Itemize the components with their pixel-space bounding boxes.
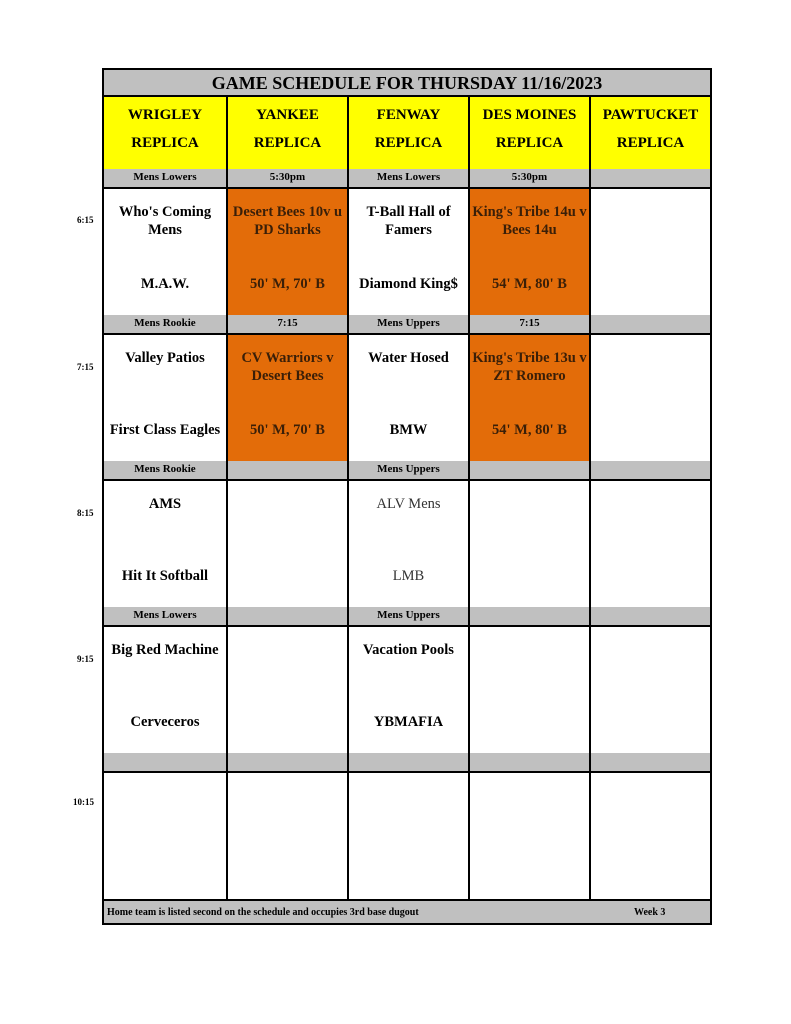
game-cell: [589, 773, 710, 899]
division-band: Mens Uppers: [347, 607, 468, 625]
game-cell: [104, 481, 226, 607]
schedule-table: [102, 68, 712, 925]
division-band: [468, 607, 589, 625]
matchup-team-1: Vacation Pools: [363, 642, 454, 658]
matchup-team-2: BMW: [389, 422, 428, 438]
division-band: Mens Uppers: [347, 315, 468, 333]
division-band: [226, 753, 347, 771]
division-band: 7:15: [468, 315, 589, 333]
field-subtitle: REPLICA: [131, 135, 199, 151]
division-band: Mens Uppers: [347, 461, 468, 479]
field-subtitle: REPLICA: [253, 135, 322, 151]
field-header: [468, 97, 589, 169]
slot-time: 7:15: [77, 362, 94, 372]
division-band: [589, 169, 710, 187]
matchup-team-2: YBMAFIA: [373, 714, 444, 730]
field-header: [347, 97, 468, 169]
field-subtitle: REPLICA: [616, 135, 685, 151]
game-cell: [468, 627, 589, 753]
game-cell: [589, 627, 710, 753]
matchup-team-2: 54' M, 80' B: [492, 276, 567, 292]
division-band: [347, 753, 468, 771]
game-cell: [589, 335, 710, 461]
schedule-title: GAME SCHEDULE FOR THURSDAY 11/16/2023: [104, 70, 710, 97]
field-name: WRIGLEY: [127, 107, 203, 123]
division-band: Mens Lowers: [104, 607, 226, 625]
game-cell: [104, 335, 226, 461]
matchup-team-2: First Class Eagles: [109, 422, 221, 438]
slot-time: 10:15: [73, 797, 94, 807]
game-cell: [226, 189, 347, 315]
division-band: [104, 753, 226, 771]
matchup-team-1: AMS: [148, 496, 182, 512]
field-name: YANKEE: [256, 107, 319, 123]
matchup-team-2: M.A.W.: [140, 276, 190, 292]
field-name: PAWTUCKET: [602, 107, 699, 123]
game-cell: [104, 773, 226, 899]
matchup-team-2: 50' M, 70' B: [250, 276, 325, 292]
game-cell: [347, 627, 468, 753]
matchup-team-1: ALV Mens: [376, 496, 441, 512]
division-band: [468, 753, 589, 771]
field-header: [589, 97, 710, 169]
game-cell: [347, 481, 468, 607]
game-cell: [468, 481, 589, 607]
game-cell: [226, 335, 347, 461]
matchup-team-1: Valley Patios: [125, 350, 205, 366]
game-cell: [347, 335, 468, 461]
game-cell: [589, 481, 710, 607]
matchup-team-1: Desert Bees 10v u PD Sharks: [232, 204, 343, 238]
week-label: Week 3: [634, 907, 666, 918]
matchup-team-2: Hit It Softball: [121, 568, 209, 584]
field-name: DES MOINES: [482, 107, 577, 123]
slot-time: 9:15: [77, 654, 94, 664]
matchup-team-1: King's Tribe 13u v ZT Romero: [472, 350, 587, 384]
footer-note: Home team is listed second on the schedule and occupies 3rd base dugout: [107, 907, 419, 918]
division-band: [468, 461, 589, 479]
matchup-team-1: T-Ball Hall of Famers: [366, 204, 451, 238]
game-cell: [347, 189, 468, 315]
division-band: 7:15: [226, 315, 347, 333]
game-cell: [226, 627, 347, 753]
division-band: [589, 461, 710, 479]
field-name: FENWAY: [376, 107, 441, 123]
division-band: [589, 315, 710, 333]
division-band: Mens Rookie: [104, 315, 226, 333]
matchup-team-2: Cerveceros: [130, 714, 200, 730]
game-cell: [104, 189, 226, 315]
game-cell: [468, 189, 589, 315]
matchup-team-1: Who's Coming Mens: [118, 204, 212, 238]
game-cell: [226, 773, 347, 899]
slot-time: 6:15: [77, 215, 94, 225]
field-subtitle: REPLICA: [495, 135, 564, 151]
matchup-team-2: LMB: [392, 568, 425, 584]
game-cell: [226, 481, 347, 607]
division-band: [589, 753, 710, 771]
division-band: [589, 607, 710, 625]
field-header: [104, 97, 226, 169]
game-cell: [589, 189, 710, 315]
matchup-team-2: Diamond King$: [359, 276, 458, 292]
game-cell: [468, 335, 589, 461]
field-header: [226, 97, 347, 169]
division-band: 5:30pm: [468, 169, 589, 187]
matchup-team-2: 50' M, 70' B: [250, 422, 325, 438]
division-band: Mens Lowers: [104, 169, 226, 187]
game-cell: [104, 627, 226, 753]
division-band: 5:30pm: [226, 169, 347, 187]
schedule-footer: [104, 899, 710, 923]
division-band: [226, 607, 347, 625]
slot-time: 8:15: [77, 508, 94, 518]
matchup-team-1: King's Tribe 14u v Bees 14u: [472, 204, 587, 238]
matchup-team-1: CV Warriors v Desert Bees: [241, 350, 334, 384]
matchup-team-1: Water Hosed: [368, 350, 449, 366]
division-band: Mens Lowers: [347, 169, 468, 187]
game-cell: [468, 773, 589, 899]
matchup-team-1: Big Red Machine: [111, 642, 219, 658]
field-subtitle: REPLICA: [374, 135, 443, 151]
game-cell: [347, 773, 468, 899]
division-band: Mens Rookie: [104, 461, 226, 479]
division-band: [226, 461, 347, 479]
matchup-team-2: 54' M, 80' B: [492, 422, 567, 438]
